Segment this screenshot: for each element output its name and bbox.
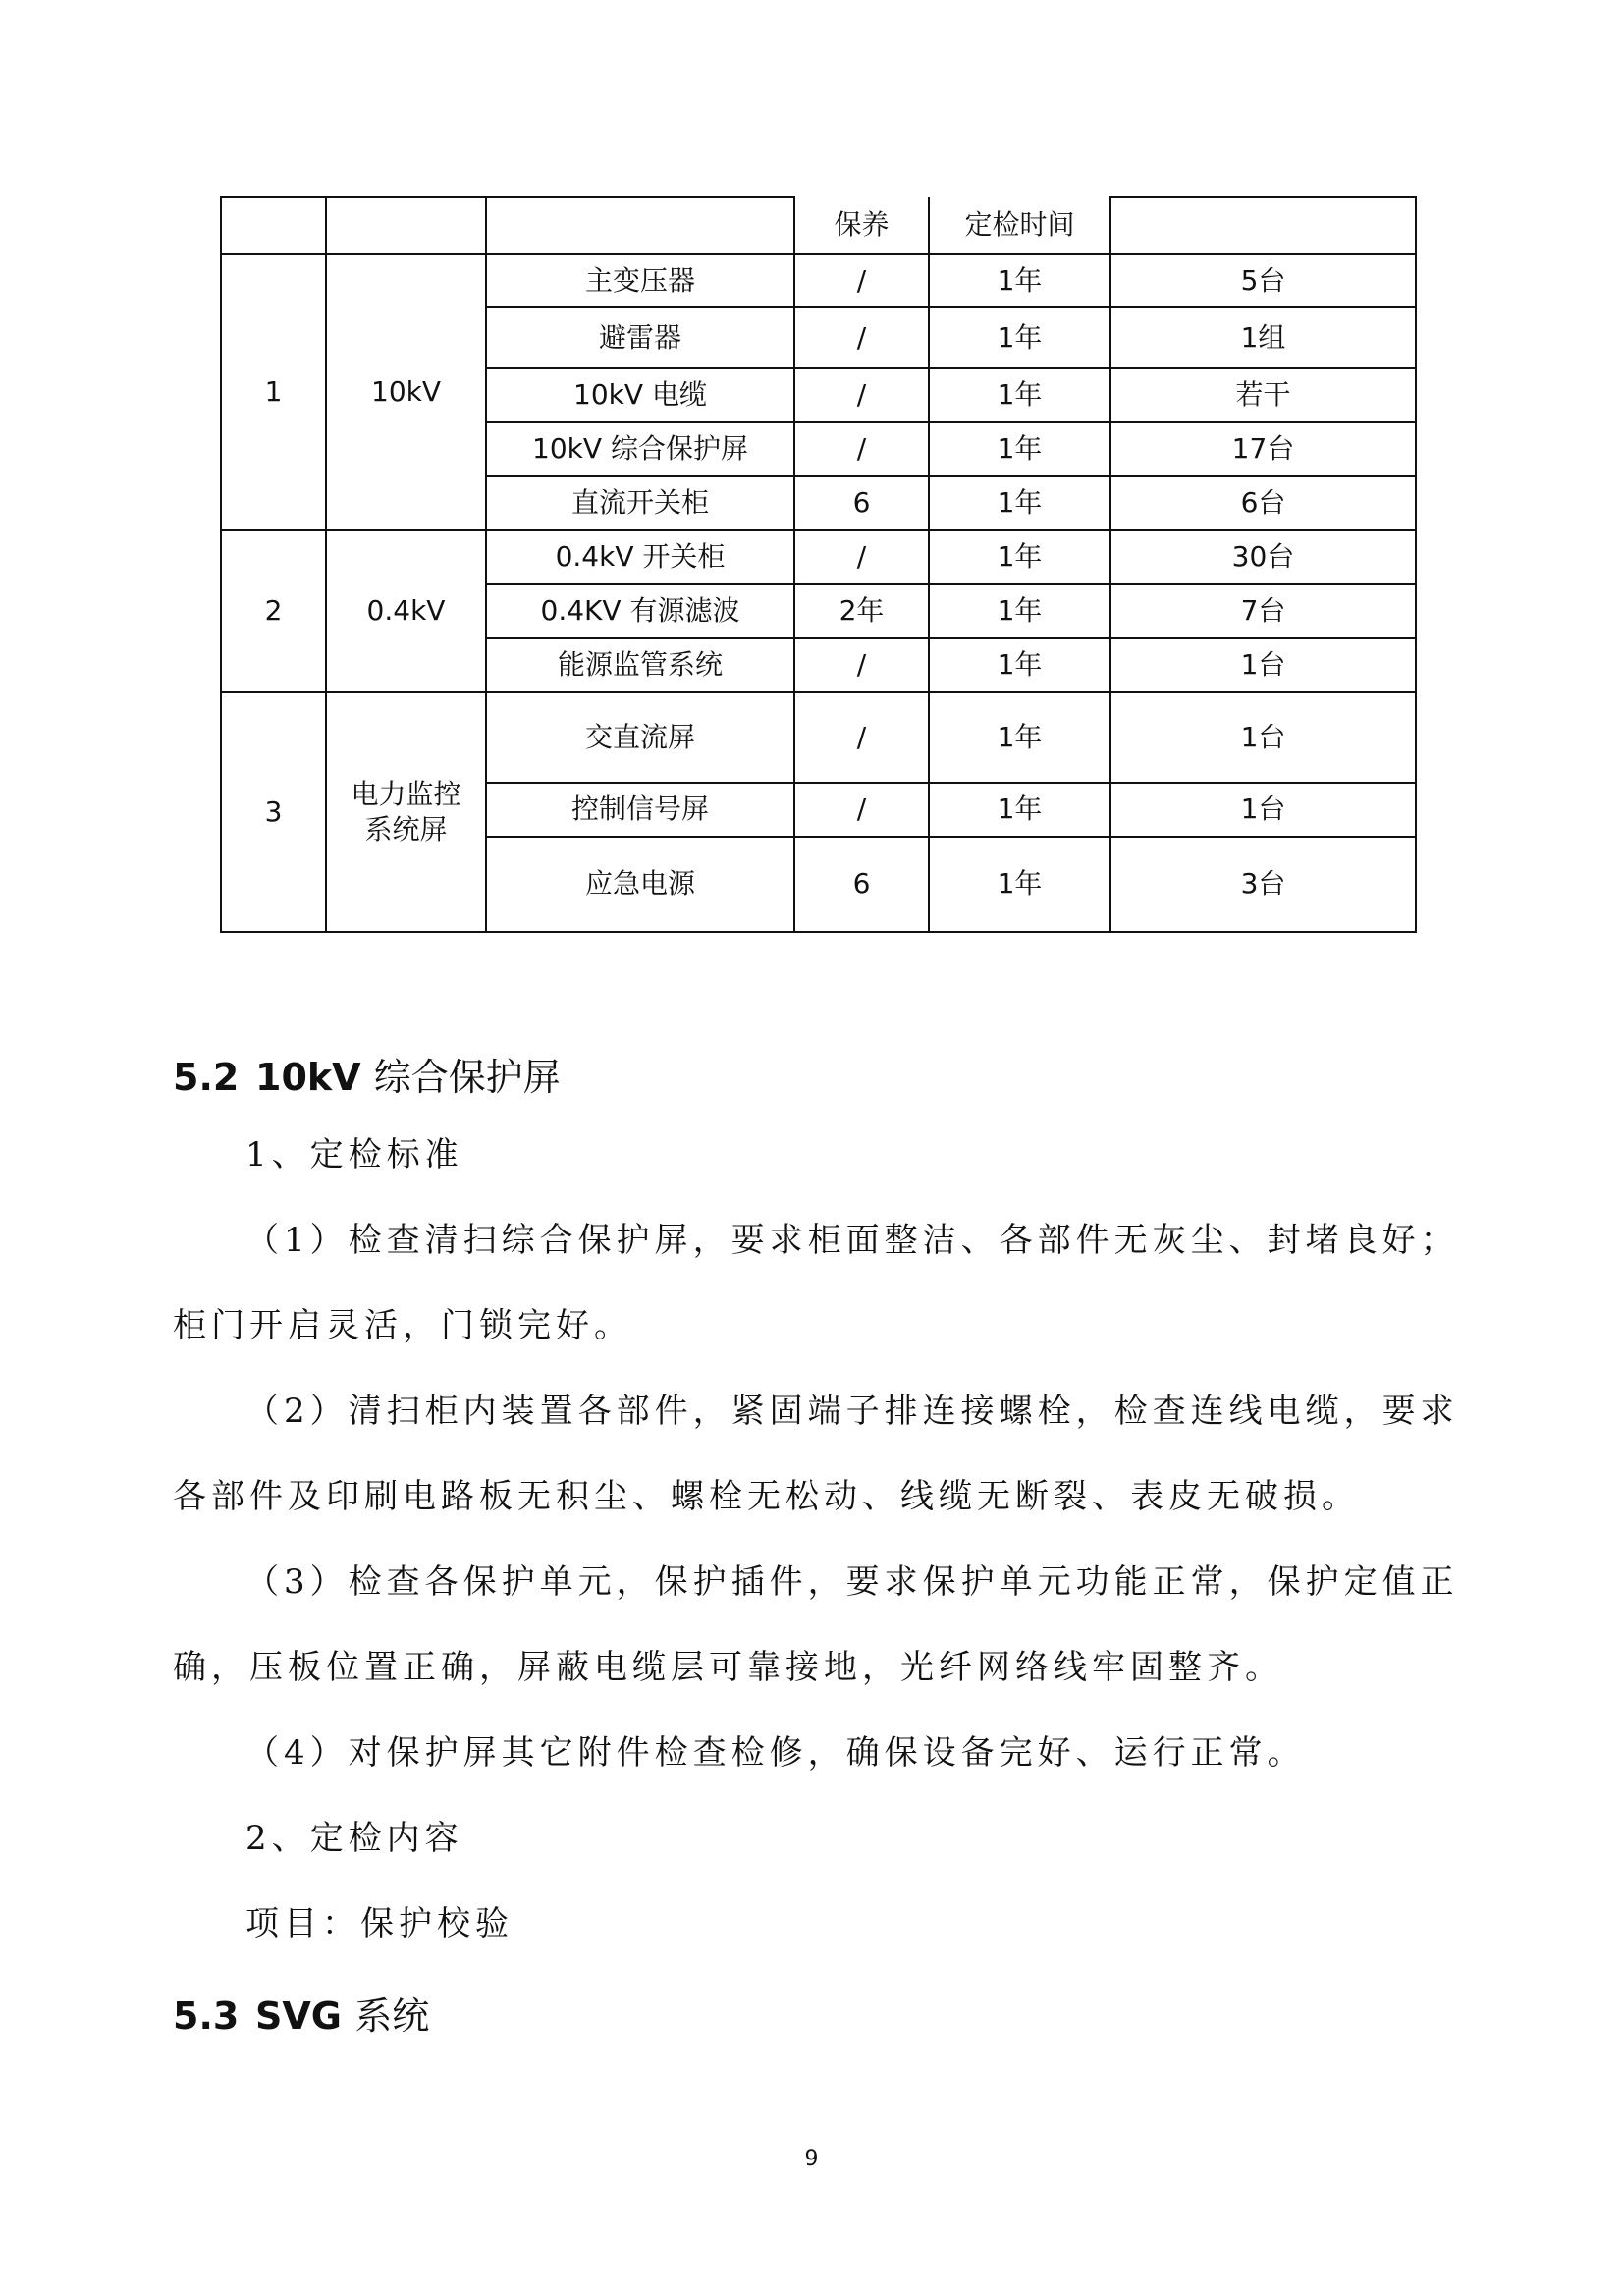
quantity-cell: 7台 [1110, 584, 1416, 638]
quantity-cell: 30台 [1110, 530, 1416, 584]
header-cell [221, 197, 326, 254]
maintenance-cell: 2年 [794, 584, 929, 638]
equipment-name: 10kV 电缆 [486, 368, 794, 422]
subheading-inspection-standard: 1、定检标准 [245, 1135, 463, 1175]
quantity-cell: 若干 [1110, 368, 1416, 422]
equipment-name: 直流开关柜 [486, 476, 794, 530]
quantity-cell: 1台 [1110, 783, 1416, 837]
table-row [221, 692, 1416, 783]
quantity-cell: 5台 [1110, 254, 1416, 307]
equipment-name: 主变压器 [486, 254, 794, 307]
equipment-name: 应急电源 [486, 837, 794, 932]
voltage-level-line2: 系统屏 [364, 813, 448, 846]
paragraph-line: （2）清扫柜内装置各部件，紧固端子排连接螺栓，检查连线电缆，要求 [245, 1392, 1459, 1431]
section-heading-5-3 [173, 1986, 429, 2040]
paragraph-line: （4）对保护屏其它附件检查检修，确保设备完好、运行正常。 [245, 1733, 1306, 1773]
table-header-row [221, 197, 1416, 254]
row-number: 2 [221, 530, 326, 692]
interval-cell: 1年 [929, 638, 1110, 692]
interval-cell: 1年 [929, 692, 1110, 783]
page-number: 9 [804, 2147, 819, 2171]
header-cell-maintenance: 保养 [794, 197, 929, 254]
quantity-cell: 17台 [1110, 422, 1416, 476]
interval-cell: 1年 [929, 368, 1110, 422]
maintenance-cell: / [794, 368, 929, 422]
equipment-name: 0.4KV 有源滤波 [486, 584, 794, 638]
paragraph-line: （1）检查清扫综合保护屏，要求柜面整洁、各部件无灰尘、封堵良好； [245, 1221, 1459, 1260]
maintenance-cell: / [794, 254, 929, 307]
interval-cell: 1年 [929, 530, 1110, 584]
header-cell-inspection-interval: 定检时间 [929, 197, 1110, 254]
voltage-level: 10kV [326, 254, 486, 530]
header-cell [326, 197, 486, 254]
section-title-bold: SVG [255, 1995, 342, 2038]
interval-cell: 1年 [929, 584, 1110, 638]
maintenance-cell: / [794, 783, 929, 837]
section-title: 综合保护屏 [373, 1056, 561, 1099]
maintenance-cell: / [794, 307, 929, 368]
interval-cell: 1年 [929, 783, 1110, 837]
interval-cell: 1年 [929, 307, 1110, 368]
paragraph-line: （3）检查各保护单元，保护插件，要求保护单元功能正常，保护定值正 [245, 1562, 1459, 1602]
voltage-level [326, 692, 486, 932]
section-title-bold: 10kV [255, 1056, 361, 1099]
voltage-level: 0.4kV [326, 530, 486, 692]
row-number: 3 [221, 692, 326, 932]
quantity-cell: 1台 [1110, 638, 1416, 692]
paragraph-line: 确，压板位置正确，屏蔽电缆层可靠接地，光纤网络线牢固整齐。 [173, 1648, 1283, 1687]
table-row [221, 530, 1416, 584]
equipment-name: 交直流屏 [486, 692, 794, 783]
equipment-name: 10kV 综合保护屏 [486, 422, 794, 476]
subheading-inspection-content: 2、定检内容 [245, 1819, 463, 1858]
voltage-level-line1: 电力监控 [351, 777, 461, 810]
maintenance-cell: 6 [794, 837, 929, 932]
interval-cell: 1年 [929, 476, 1110, 530]
interval-cell: 1年 [929, 422, 1110, 476]
maintenance-table [220, 196, 1417, 933]
header-cell [486, 197, 794, 254]
interval-cell: 1年 [929, 837, 1110, 932]
row-number: 1 [221, 254, 326, 530]
interval-cell: 1年 [929, 254, 1110, 307]
quantity-cell: 6台 [1110, 476, 1416, 530]
maintenance-cell: / [794, 422, 929, 476]
table-row [221, 254, 1416, 307]
maintenance-cell: / [794, 530, 929, 584]
equipment-name: 控制信号屏 [486, 783, 794, 837]
quantity-cell: 1组 [1110, 307, 1416, 368]
maintenance-cell: / [794, 692, 929, 783]
paragraph-line: 各部件及印刷电路板无积尘、螺栓无松动、线缆无断裂、表皮无破损。 [173, 1477, 1360, 1516]
paragraph-line: 柜门开启灵活，门锁完好。 [173, 1306, 632, 1345]
maintenance-cell: / [794, 638, 929, 692]
section-number: 5.2 [173, 1056, 240, 1099]
equipment-name: 避雷器 [486, 307, 794, 368]
project-line: 项目：保护校验 [245, 1904, 514, 1943]
quantity-cell: 3台 [1110, 837, 1416, 932]
equipment-name: 0.4kV 开关柜 [486, 530, 794, 584]
header-cell [1110, 197, 1416, 254]
section-heading-5-2 [173, 1047, 561, 1101]
section-title: 系统 [354, 1995, 430, 2038]
equipment-name: 能源监管系统 [486, 638, 794, 692]
section-number: 5.3 [173, 1995, 240, 2038]
maintenance-cell: 6 [794, 476, 929, 530]
quantity-cell: 1台 [1110, 692, 1416, 783]
